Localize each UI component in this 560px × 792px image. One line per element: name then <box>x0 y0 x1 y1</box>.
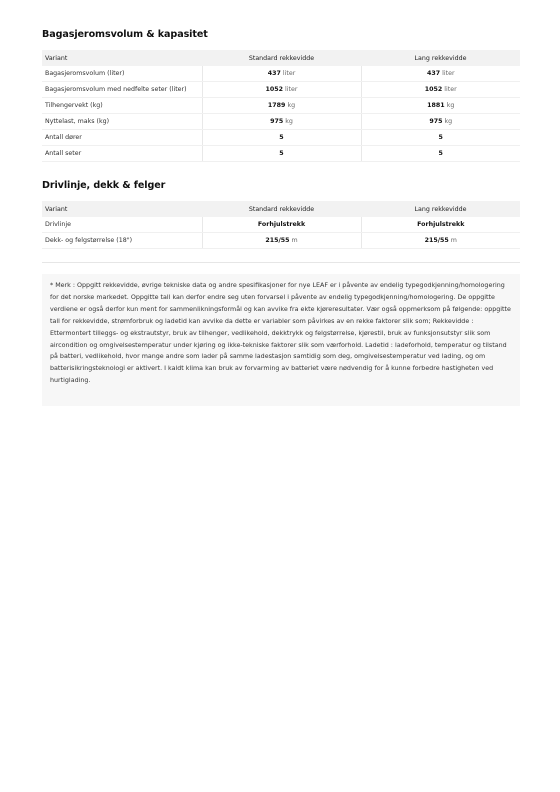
standard-range-value: Forhjulstrekk <box>202 217 361 233</box>
column-header-long-range: Lang rekkevidde <box>361 201 520 217</box>
long-range-value: 975 kg <box>361 114 520 130</box>
table-row <box>42 130 520 146</box>
column-header-variant: Variant <box>42 201 202 217</box>
table-row <box>42 233 520 249</box>
column-header-standard-range: Standard rekkevidde <box>202 201 361 217</box>
drivetrain-table <box>42 201 520 249</box>
row-label: Nyttelast, maks (kg) <box>42 114 202 130</box>
table-row <box>42 146 520 162</box>
column-header-long-range: Lang rekkevidde <box>361 50 520 66</box>
standard-range-value: 1052 liter <box>202 82 361 98</box>
section-title-drivetrain: Drivlinje, dekk & felger <box>42 180 166 191</box>
standard-range-value: 1789 kg <box>202 98 361 114</box>
long-range-value: 437 liter <box>361 66 520 82</box>
long-range-value: Forhjulstrekk <box>361 217 520 233</box>
long-range-value: 1052 liter <box>361 82 520 98</box>
section-divider <box>42 262 520 263</box>
standard-range-value: 215/55 m <box>202 233 361 249</box>
standard-range-value: 437 liter <box>202 66 361 82</box>
standard-range-value: 5 <box>202 130 361 146</box>
long-range-value: 5 <box>361 130 520 146</box>
standard-range-value: 975 kg <box>202 114 361 130</box>
table-row <box>42 66 520 82</box>
row-label: Drivlinje <box>42 217 202 233</box>
row-label: Antall seter <box>42 146 202 162</box>
section-title-luggage: Bagasjeromsvolum & kapasitet <box>42 29 208 40</box>
column-header-variant: Variant <box>42 50 202 66</box>
long-range-value: 1881 kg <box>361 98 520 114</box>
long-range-value: 215/55 m <box>361 233 520 249</box>
row-label: Antall dører <box>42 130 202 146</box>
disclaimer-note: * Merk : Oppgitt rekkevidde, øvrige tekniske data og andre spesifikasjoner for nye LEAF er i påvente av endelig typegodkjenning/homologering for det norske markedet. Oppgitte tall kan derfor endre seg uten forvarsel i påvente av endelig typegodkjenning/homologering. De oppgitte verdiene er også derfor kun ment for sammenlikningsformål og kan avvike fra ekte kjøreresultater. Vær også oppmerksom på følgende: oppgitte tall for rekkevidde, strømforbruk og ladetid kan avvike da dette er variabler som påvirkes av en rekke faktorer slik som; Rekkevidde : Ettermontert tilleggs- og ekstrautstyr, bruk av tilhenger, vedlikehold, dekktrykk og felgstørrelse, kjørestil, bruk av funksjonsutstyr slik som aircondition og omgivelsestemperatur under kjøring og ikke-tekniske faktorer slik som værforhold. Ladetid : ladeforhold, temperatur og tilstand på batteri, vedlikehold, hvor mange andre som lader på samme ladestasjon samtidig som deg, omgivelsestemperatur ved lading, og om batterisikringsteknologi er aktivert. I kaldt klima kan bruk av forvarming av batteriet være nødvendig for å kunne forbedre hastigheten ved hurtiglading. <box>42 274 520 406</box>
table-row <box>42 82 520 98</box>
table-row <box>42 114 520 130</box>
table-row <box>42 217 520 233</box>
long-range-value: 5 <box>361 146 520 162</box>
row-label: Bagasjeromsvolum (liter) <box>42 66 202 82</box>
row-label: Bagasjeromsvolum med nedfelte seter (liter) <box>42 82 202 98</box>
table-row <box>42 98 520 114</box>
standard-range-value: 5 <box>202 146 361 162</box>
luggage-capacity-table <box>42 50 520 162</box>
row-label: Tilhengervekt (kg) <box>42 98 202 114</box>
row-label: Dekk- og felgstørrelse (18") <box>42 233 202 249</box>
column-header-standard-range: Standard rekkevidde <box>202 50 361 66</box>
